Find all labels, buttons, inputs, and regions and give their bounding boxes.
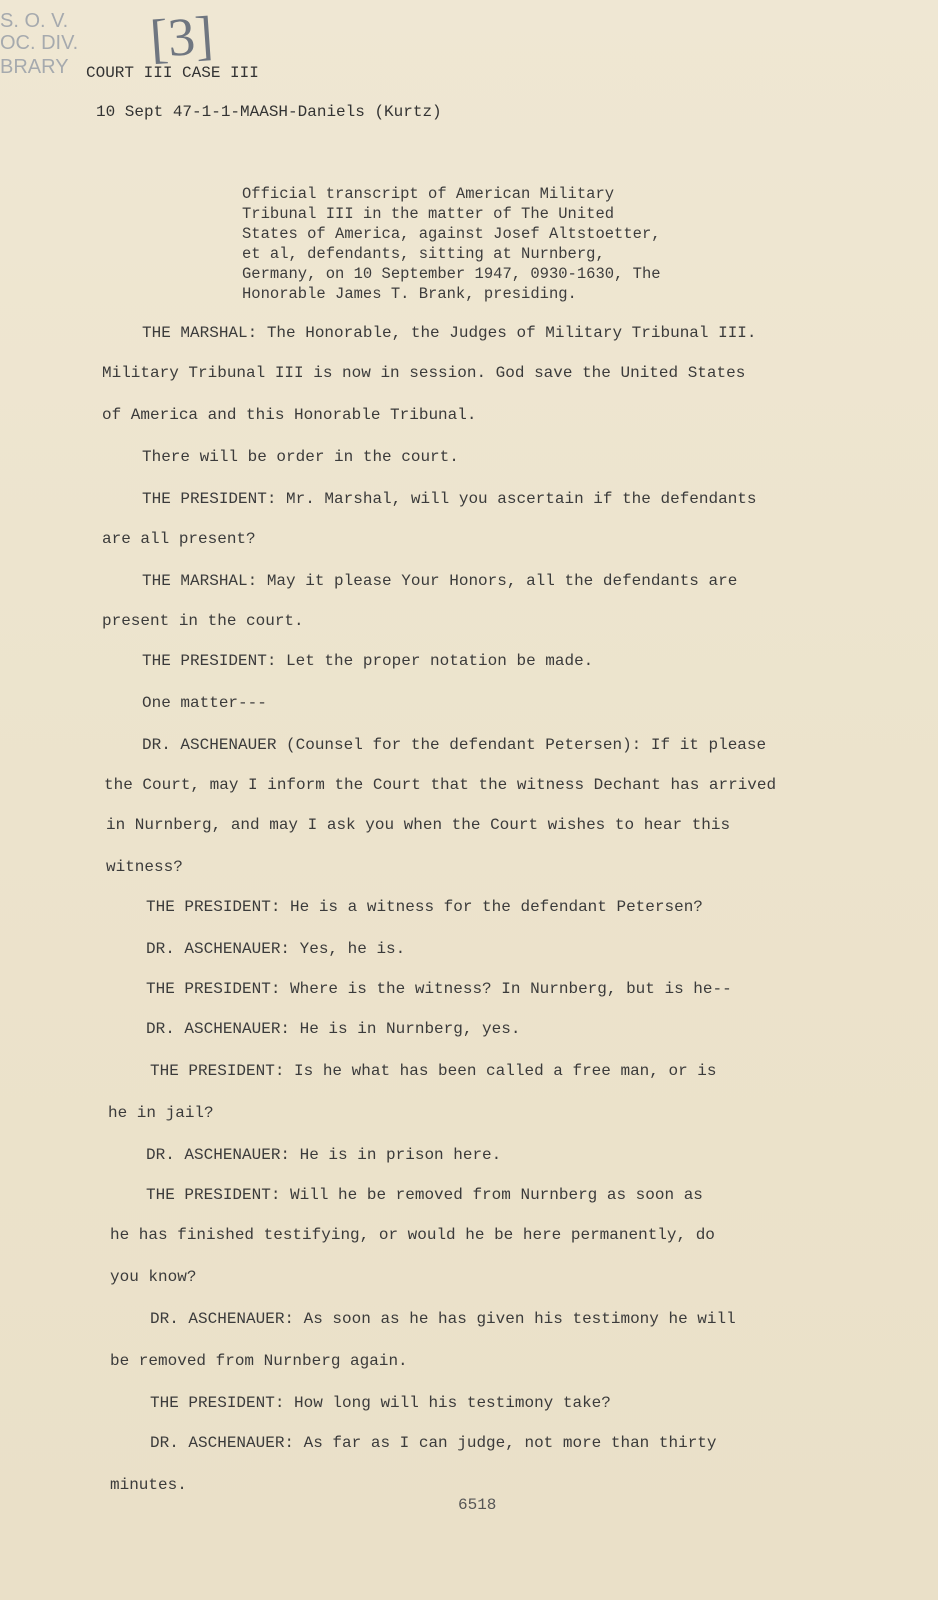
transcript-line: THE PRESIDENT: Where is the witness? In Nurnberg, but is he-- — [146, 980, 732, 998]
preamble-line: et al, defendants, sitting at Nurnberg, — [242, 245, 605, 263]
transcript-line: you know? — [110, 1268, 197, 1286]
preamble-line: States of America, against Josef Altstoetter, — [242, 225, 661, 243]
transcript-line: witness? — [106, 858, 183, 876]
transcript-line: DR. ASCHENAUER (Counsel for the defendant Petersen): If it please — [142, 736, 767, 754]
stamp-line-1: S. O. V. — [0, 10, 69, 32]
transcript-line: THE PRESIDENT: Will he be removed from Nurnberg as soon as — [146, 1186, 703, 1204]
transcript-line: the Court, may I inform the Court that the witness Dechant has arrived — [104, 776, 777, 794]
preamble-line: Official transcript of American Military — [242, 185, 615, 203]
transcript-line: be removed from Nurnberg again. — [110, 1352, 408, 1370]
transcript-line: THE PRESIDENT: How long will his testimony take? — [150, 1394, 611, 1412]
transcript-line: DR. ASCHENAUER: As soon as he has given his testimony he will — [150, 1310, 736, 1328]
preamble-line: Germany, on 10 September 1947, 0930-1630, The — [242, 265, 661, 283]
transcript-line: present in the court. — [102, 612, 304, 630]
transcript-line: of America and this Honorable Tribunal. — [102, 406, 477, 424]
page-number: 6518 — [458, 1496, 497, 1514]
stamp-line-2: OC. DIV. — [0, 32, 79, 54]
library-stamp — [0, 10, 78, 78]
transcript-line: DR. ASCHENAUER: He is in Nurnberg, yes. — [146, 1020, 521, 1038]
transcript-line: THE MARSHAL: The Honorable, the Judges of Military Tribunal III. — [142, 324, 757, 342]
court-case-line: COURT III CASE III — [86, 64, 259, 82]
session-line: 10 Sept 47-1-1-MAASH-Daniels (Kurtz) — [96, 103, 442, 121]
transcript-line: THE PRESIDENT: Mr. Marshal, will you ascertain if the defendants — [142, 490, 757, 508]
transcript-line: he has finished testifying, or would he be here permanently, do — [110, 1226, 715, 1244]
transcript-line: in Nurnberg, and may I ask you when the Court wishes to hear this — [106, 816, 731, 834]
transcript-line: One matter--- — [142, 694, 267, 712]
transcript-line: THE PRESIDENT: He is a witness for the defendant Petersen? — [146, 898, 703, 916]
transcript-line: THE PRESIDENT: Let the proper notation be made. — [142, 652, 594, 670]
transcript-line: THE MARSHAL: May it please Your Honors, all the defendants are — [142, 572, 738, 590]
preamble-line: Honorable James T. Brank, presiding. — [242, 285, 577, 303]
transcript-line: DR. ASCHENAUER: He is in prison here. — [146, 1146, 502, 1164]
transcript-line: DR. ASCHENAUER: Yes, he is. — [146, 940, 406, 958]
transcript-line: DR. ASCHENAUER: As far as I can judge, not more than thirty — [150, 1434, 717, 1452]
transcript-preamble — [242, 184, 661, 304]
transcript-line: are all present? — [102, 530, 256, 548]
transcript-line: There will be order in the court. — [142, 448, 459, 466]
transcript-line: minutes. — [110, 1476, 187, 1494]
transcript-line: THE PRESIDENT: Is he what has been called a free man, or is — [150, 1062, 717, 1080]
stamp-line-3: BRARY — [0, 56, 69, 78]
transcript-line: he in jail? — [108, 1104, 214, 1122]
handwritten-page-marker: [3] — [147, 4, 215, 70]
transcript-line: Military Tribunal III is now in session. God save the United States — [102, 364, 746, 382]
preamble-line: Tribunal III in the matter of The United — [242, 205, 615, 223]
